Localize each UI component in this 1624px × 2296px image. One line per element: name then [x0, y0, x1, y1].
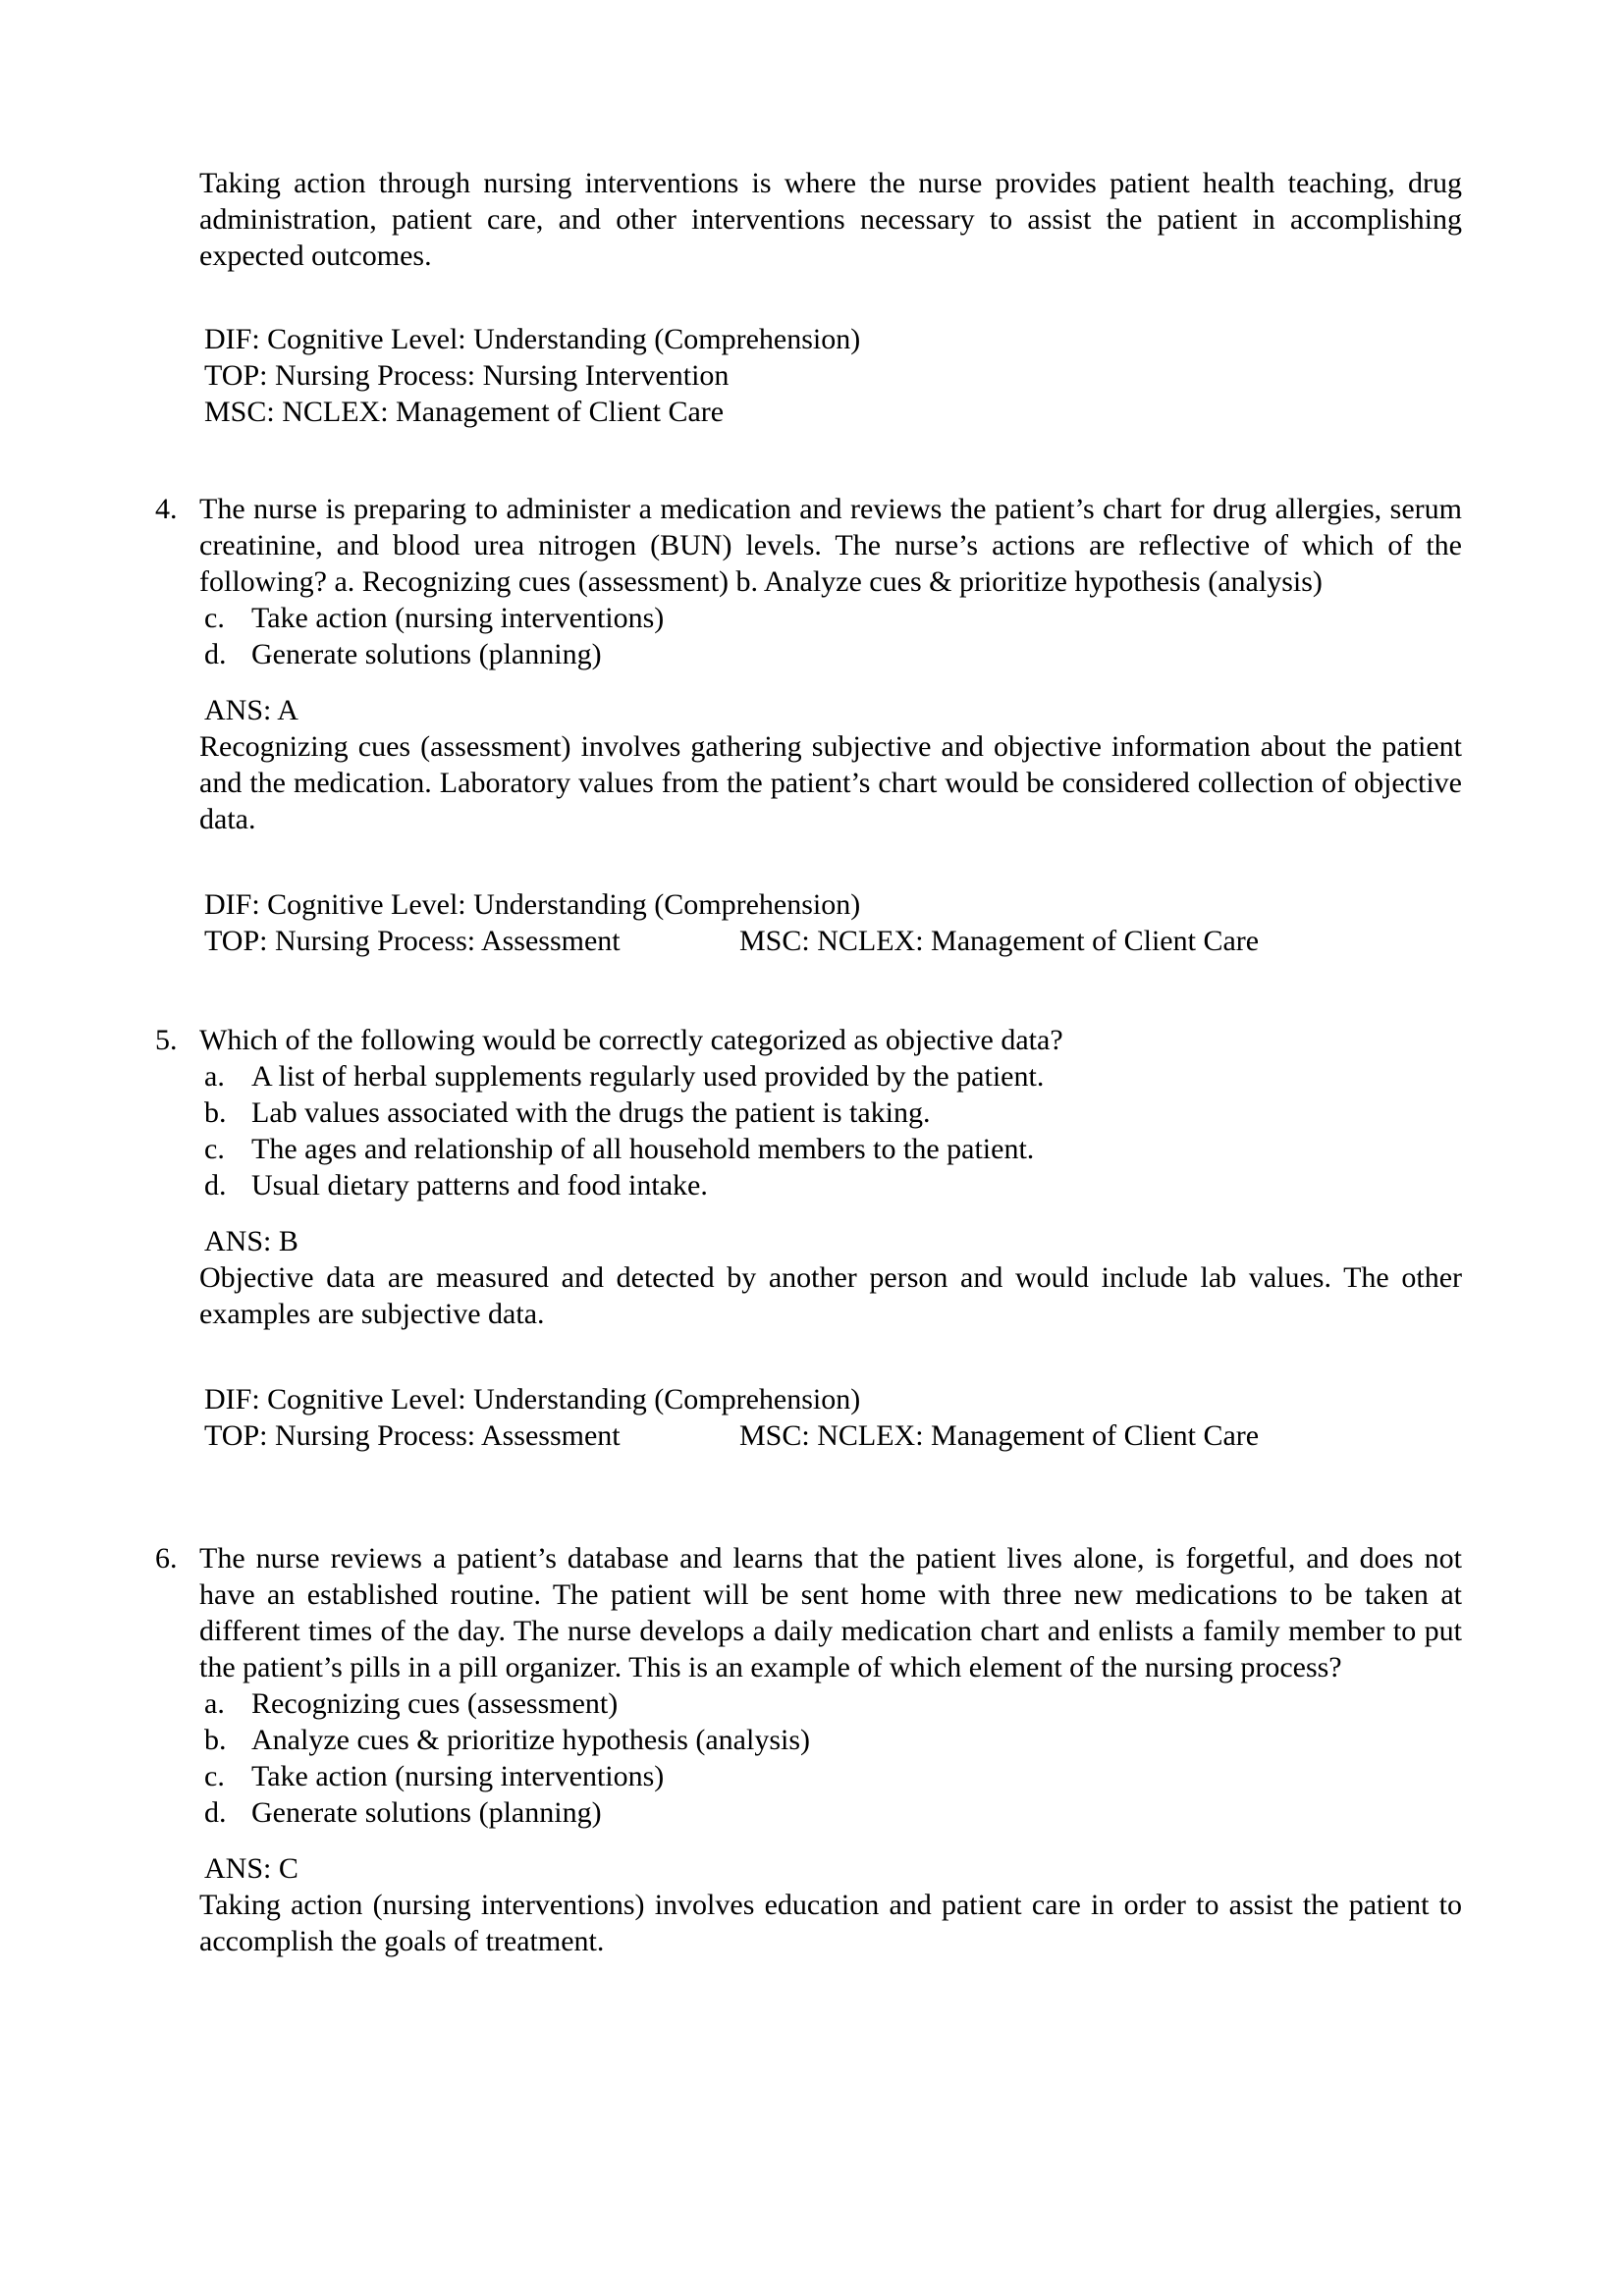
- option-text: Recognizing cues (assessment): [251, 1687, 619, 1720]
- question-body: [199, 1022, 1462, 1454]
- option-letter: c.: [204, 1760, 225, 1792]
- option-text: Take action (nursing interventions): [251, 1760, 665, 1792]
- answer-line: ANS: B: [204, 1225, 298, 1257]
- answer-explanation: Objective data are measured and detected by another person and would include lab values. The other examples are subjective data.: [199, 1261, 1462, 1330]
- option-letter: d.: [204, 638, 227, 670]
- question-body: [199, 1540, 1462, 1959]
- option-row: [204, 636, 1462, 672]
- question-number: 6.: [155, 1542, 178, 1575]
- option-letter: c.: [204, 1133, 225, 1165]
- option-text: Generate solutions (planning): [251, 638, 602, 670]
- option-row: [204, 1685, 1462, 1722]
- option-text: The ages and relationship of all household members to the patient.: [251, 1133, 1035, 1165]
- option-text: Lab values associated with the drugs the patient is taking.: [251, 1096, 931, 1129]
- answer-meta-block: [204, 1381, 1462, 1454]
- question-number: 4.: [155, 493, 178, 525]
- option-letter: a.: [204, 1687, 225, 1720]
- dif-line: DIF: Cognitive Level: Understanding (Comprehension): [204, 888, 861, 921]
- answer-line: ANS: C: [204, 1852, 298, 1885]
- option-row: [204, 1722, 1462, 1758]
- msc-line: MSC: NCLEX: Management of Client Care: [739, 1419, 1260, 1452]
- options-list: [204, 600, 1462, 672]
- option-letter: a.: [204, 1060, 225, 1093]
- question-stem: Which of the following would be correctly categorized as objective data?: [199, 1024, 1063, 1056]
- option-row: [204, 600, 1462, 636]
- question-4: [155, 491, 1462, 959]
- option-letter: b.: [204, 1096, 227, 1129]
- question-body: [199, 491, 1462, 959]
- options-list: [204, 1685, 1462, 1831]
- answer-explanation: Taking action through nursing interventions is where the nurse provides patient health teaching, drug administration, patient care, and other interventions necessary to assist the patient in accomplishing expected outcomes.: [199, 167, 1462, 272]
- question-stem: The nurse is preparing to administer a medication and reviews the patient’s chart for drug allergies, serum creatinine, and blood urea nitrogen (BUN) levels. The nurse’s actions are reflective of which of the following? a. Recognizing cues (assessment) b. Analyze cues & prioritize hypothesis (analysis): [199, 493, 1462, 598]
- top-line: TOP: Nursing Process: Assessment: [204, 1419, 621, 1452]
- option-letter: c.: [204, 602, 225, 634]
- question-stem: The nurse reviews a patient’s database and learns that the patient lives alone, is forgetful, and does not have an established routine. The patient will be sent home with three new medications to be taken at different times of the day. The nurse develops a daily medication chart and enlists a family member to put the patient’s pills in a pill organizer. This is an example of which element of the nursing process?: [199, 1542, 1462, 1683]
- top-msc-line: [204, 923, 1462, 959]
- question-6: [155, 1540, 1462, 1959]
- option-letter: d.: [204, 1796, 227, 1829]
- answer-meta-block: [204, 886, 1462, 959]
- option-letter: b.: [204, 1724, 227, 1756]
- option-text: Usual dietary patterns and food intake.: [251, 1169, 708, 1201]
- answer-explanation: Recognizing cues (assessment) involves gathering subjective and objective information about the patient and the medication. Laboratory values from the patient’s chart would be considered collection of objective data.: [199, 730, 1462, 835]
- option-text: A list of herbal supplements regularly used provided by the patient.: [251, 1060, 1045, 1093]
- option-text: Analyze cues & prioritize hypothesis (analysis): [251, 1724, 811, 1756]
- options-list: [204, 1058, 1462, 1203]
- answer-line: ANS: A: [204, 694, 298, 726]
- option-row: [204, 1058, 1462, 1095]
- option-row: [204, 1794, 1462, 1831]
- option-letter: d.: [204, 1169, 227, 1201]
- top-line: TOP: Nursing Process: Assessment: [204, 925, 621, 957]
- dif-line: DIF: Cognitive Level: Understanding (Comprehension): [204, 323, 861, 355]
- question-number: 5.: [155, 1024, 178, 1056]
- answer-meta-block: [204, 321, 1462, 430]
- msc-line: MSC: NCLEX: Management of Client Care: [204, 396, 725, 428]
- msc-line: MSC: NCLEX: Management of Client Care: [739, 925, 1260, 957]
- option-text: Take action (nursing interventions): [251, 602, 665, 634]
- question-5: [155, 1022, 1462, 1454]
- top-msc-line: [204, 1417, 1462, 1454]
- option-row: [204, 1167, 1462, 1203]
- option-row: [204, 1131, 1462, 1167]
- top-line: TOP: Nursing Process: Nursing Intervention: [204, 359, 730, 392]
- dif-line: DIF: Cognitive Level: Understanding (Comprehension): [204, 1383, 861, 1415]
- option-row: [204, 1095, 1462, 1131]
- option-text: Generate solutions (planning): [251, 1796, 602, 1829]
- answer-explanation: Taking action (nursing interventions) involves education and patient care in order to assist the patient to accomplish the goals of treatment.: [199, 1889, 1462, 1957]
- option-row: [204, 1758, 1462, 1794]
